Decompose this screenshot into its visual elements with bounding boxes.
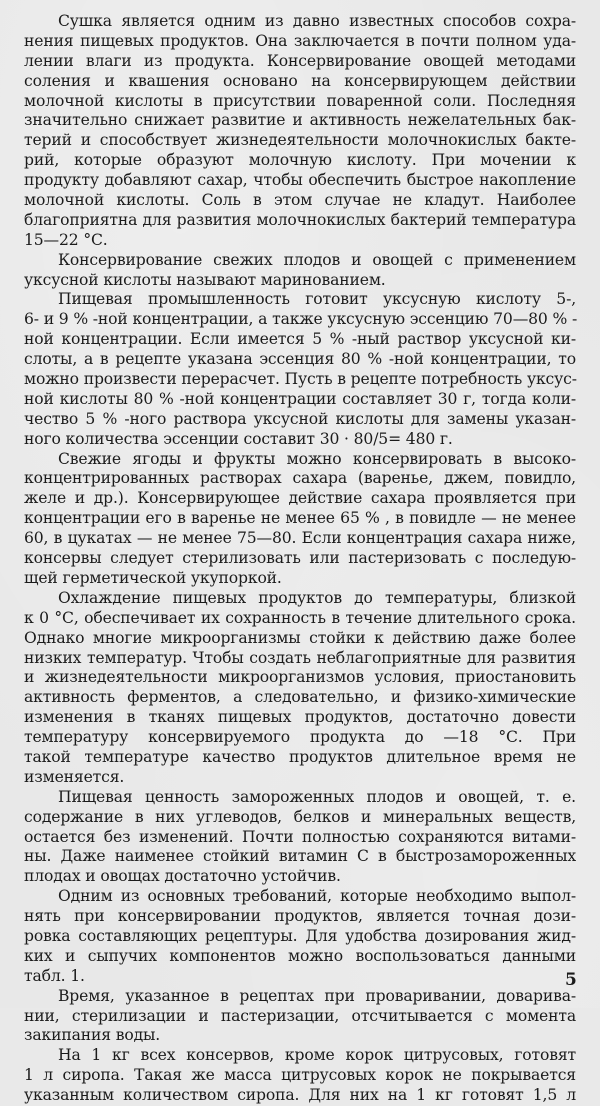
paragraph-timing xyxy=(24,987,576,1047)
text-line: чество 5 % -ного раствора уксусной кислоты для замены указан- xyxy=(24,409,576,428)
paragraph-cooling xyxy=(24,589,576,788)
text-line: такой температуре качество продуктов длительное время не xyxy=(24,747,576,766)
text-line: к 0 °С, обеспечивает их сохранность в течение длительного срока. xyxy=(24,608,576,627)
text-line: 60, в цукатах — не менее 75—80. Если концентрация сахара ниже, xyxy=(24,529,576,548)
paragraph-drying xyxy=(24,12,576,251)
text-line: нии, стерилизации и пастеризации, отсчитывается с момента xyxy=(24,1006,576,1025)
text-line: лении влаги из продукта. Консервирование овощей методами xyxy=(24,51,576,70)
text-line: ны. Даже наименее стойкий витамин С в быстрозамороженных xyxy=(24,847,576,866)
text-line: температуру консервируемого продукта до —18 °С. При xyxy=(24,728,576,747)
text-line: На 1 кг всех консервов, кроме корок цитрусовых, готовят xyxy=(58,1046,576,1065)
paragraph-vinegar xyxy=(24,290,576,449)
text-line: активность ферментов, а следовательно, и физико-химические xyxy=(24,688,576,707)
text-line: молочной кислоты. Соль в этом случае не кладут. Наиболее xyxy=(24,191,576,210)
text-line: ного количества эссенции составит 30 · 80/5= 480 г. xyxy=(24,429,453,448)
text-line: плодах и овощах достаточно устойчив. xyxy=(24,867,341,886)
text-line: закипания воды. xyxy=(24,1026,161,1045)
paragraph-marinating xyxy=(24,251,576,291)
text-line: соления и квашения основано на консервирующем действии xyxy=(24,71,576,90)
text-line: молочной кислоты в присутствии поваренной соли. Последняя xyxy=(24,91,576,110)
text-line: Охлаждение пищевых продуктов до температуры, близкой xyxy=(58,588,576,607)
text-line: терий и способствует жизнедеятельности молочнокислых бакте- xyxy=(24,131,576,150)
text-line: желе и др.). Консервирующее действие сахара проявляется при xyxy=(24,489,576,508)
text-line: и жизнедеятельности микроорганизмов условия, приостановить xyxy=(24,668,576,687)
text-line: концентрированных растворах сахара (варенье, джем, повидло, xyxy=(24,469,576,488)
text-line: табл. 1. xyxy=(24,966,85,985)
paragraph-syrup xyxy=(24,1046,576,1106)
text-line: нения пищевых продуктов. Она заключается в почти полном уда- xyxy=(24,31,576,50)
text-line: концентрации его в варенье не менее 65 % , в повидле — не менее xyxy=(24,509,576,528)
text-line: Время, указанное в рецептах при проваривании, доварива- xyxy=(58,986,576,1005)
paragraph-frozen-value xyxy=(24,788,576,887)
text-line: содержание в них углеводов, белков и минеральных веществ, xyxy=(24,807,576,826)
text-line: изменения в тканях пищевых продуктов, достаточно довести xyxy=(24,708,576,727)
text-line: уксусной кислоты называют маринованием. xyxy=(24,270,386,289)
text-line: остается без изменений. Почти полностью сохраняются витами- xyxy=(24,827,576,846)
text-line: ких и сыпучих компонентов можно воспользоваться данными xyxy=(24,946,576,965)
body-text xyxy=(24,12,576,1106)
text-line: ной концентрации. Если имеется 5 % -ный раствор уксусной ки- xyxy=(24,330,576,349)
text-line: слоты, а в рецепте указана эссенция 80 % -ной концентрации, то xyxy=(24,350,576,369)
text-line: Пищевая ценность замороженных плодов и овощей, т. е. xyxy=(58,787,576,806)
text-line: Сушка является одним из давно известных способов сохра- xyxy=(58,12,576,30)
text-line: ровка составляющих рецептуры. Для удобства дозирования жид- xyxy=(24,926,576,945)
text-line: указанным количеством сиропа. Для них на 1 кг готовят 1,5 л xyxy=(24,1086,576,1105)
text-line: изменяется. xyxy=(24,767,125,786)
text-line: значительно снижает развитие и активность нежелательных бак- xyxy=(24,111,576,130)
text-line: нять при консервировании продуктов, является точная дози- xyxy=(24,907,576,926)
text-line: продукту добавляют сахар, чтобы обеспечить быстрое накопление xyxy=(24,171,576,190)
text-line: 15—22 °С. xyxy=(24,230,108,249)
text-line: низких температур. Чтобы создать неблагоприятные для развития xyxy=(24,648,576,667)
text-line: 1 л сиропа. Такая же масса цитрусовых корок не покрывается xyxy=(24,1066,576,1085)
text-line: 6- и 9 % -ной концентрации, а также уксусную эссенцию 70—80 % - xyxy=(24,310,578,329)
text-line: ной кислоты 80 % -ной концентрации составляет 30 г, тогда коли- xyxy=(24,389,576,408)
text-line: благоприятна для развития молочнокислых бактерий температура xyxy=(24,210,576,229)
text-line: консервы следует стерилизовать или пастеризовать с последую- xyxy=(24,549,576,568)
text-line: щей герметической укупоркой. xyxy=(24,568,282,587)
text-line: можно произвести перерасчет. Пусть в рецепте потребность уксус- xyxy=(24,370,577,389)
text-line: Одним из основных требований, которые необходимо выпол- xyxy=(58,887,576,906)
text-line: Пищевая промышленность готовит уксусную кислоту 5-, xyxy=(58,290,576,309)
text-line: рий, которые образуют молочную кислоту. При мочении к xyxy=(24,151,576,170)
paragraph-sugar xyxy=(24,450,576,589)
text-line: Консервирование свежих плодов и овощей с применением xyxy=(58,250,576,269)
paragraph-dosing xyxy=(24,887,576,986)
page-number: 5 xyxy=(565,970,577,990)
text-line: Свежие ягоды и фрукты можно консервировать в высоко- xyxy=(58,449,576,468)
text-line: Однако многие микроорганизмы стойки к действию даже более xyxy=(24,628,576,647)
